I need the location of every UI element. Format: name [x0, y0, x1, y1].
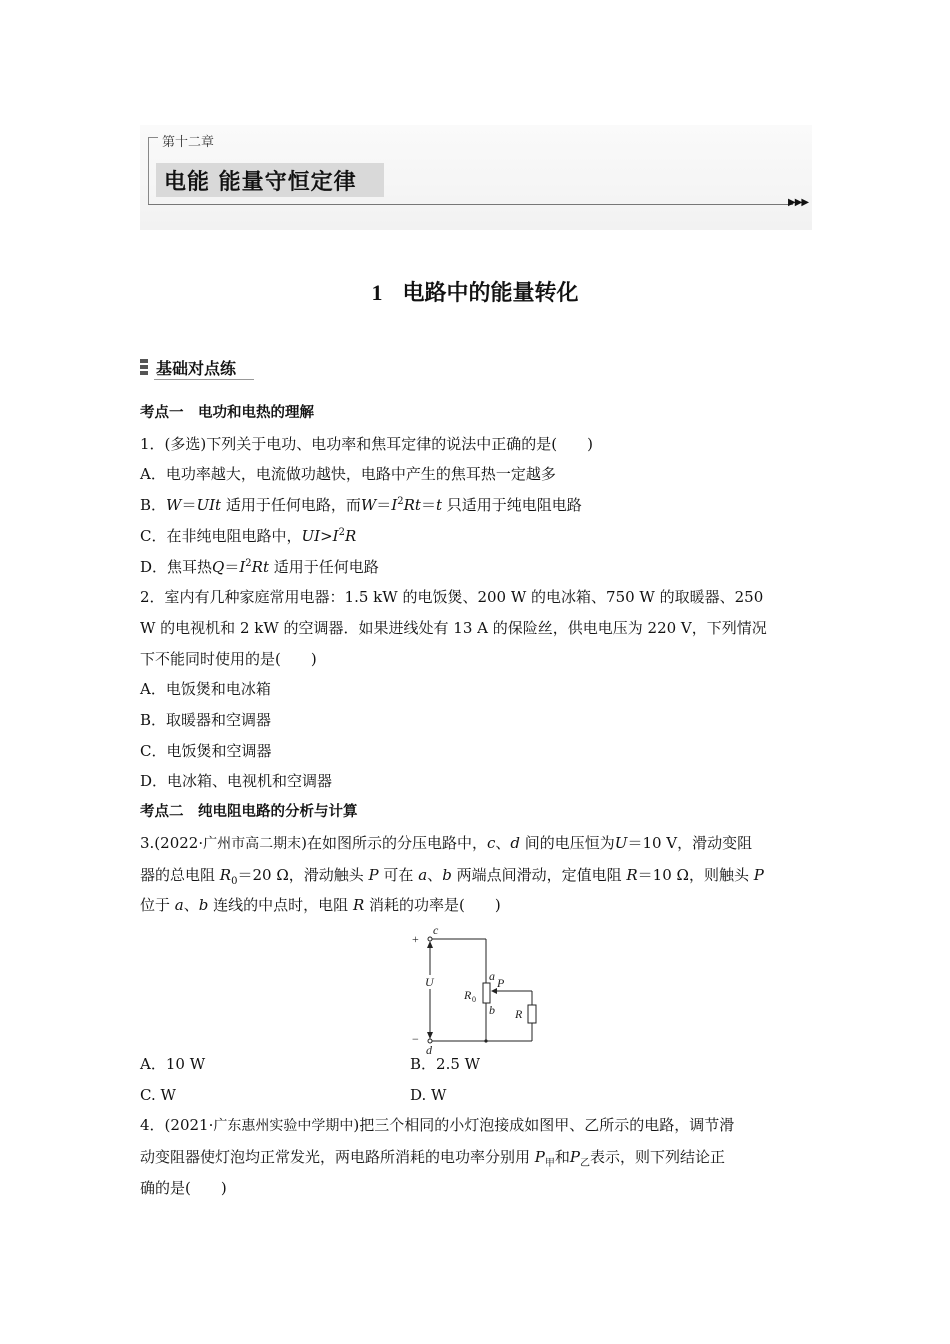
- q1-option-c: C．在非纯电阻电路中，$UI>I^2R$: [140, 526, 357, 545]
- q3-options-row-2: [140, 1080, 812, 1111]
- q1-d-label: D．焦耳热: [140, 557, 213, 576]
- q1-b-mid: 适用于任何电路，而: [225, 496, 361, 515]
- q3-line-1: 3.(2022·广州市高二期末)在如图所示的分压电路中，c、d 间的电压恒为U＝10 V，滑动变阻: [140, 833, 753, 852]
- minus-sign: −: [412, 1031, 419, 1046]
- q3-l2f: ＝10 Ω，则触头: [637, 865, 749, 884]
- q2-option-a: A．电饭煲和电冰箱: [140, 680, 271, 699]
- circuit-diagram: [408, 921, 558, 1057]
- q3-option-b: B．2.5 W: [410, 1054, 481, 1073]
- q1-option-b: B．W＝UIt 适用于任何电路，而$W=I^2Rt=t$ 只适用于纯电阻电路: [140, 496, 582, 515]
- content: [140, 398, 812, 1203]
- kaodian-1: 考点一 电功和电热的理解: [140, 405, 314, 421]
- header-vertical-line: [148, 137, 149, 205]
- q2-option-c: C．电饭煲和空调器: [140, 741, 272, 760]
- chapter-label: 第十二章: [162, 135, 215, 150]
- q4-sub-yi: 乙: [580, 1158, 590, 1170]
- q3-l3b: 、: [183, 896, 199, 915]
- header-bottom-line: [148, 204, 793, 205]
- q2-line-2: W 的电视机和 2 kW 的空调器．如果进线处有 13 A 的保险丝，供电电压为 220 V，下列情况: [140, 618, 767, 637]
- label-r: R: [515, 1006, 523, 1021]
- q3-option-a: A．10 W: [140, 1054, 206, 1073]
- q3-p1: 3.(2022·: [140, 833, 204, 852]
- q4-line-3: 确的是( ): [140, 1178, 227, 1197]
- q4-line2a: 动变阻器使灯泡均正常发光，两电路所消耗的电功率分别用: [140, 1148, 531, 1167]
- section-number: 1: [371, 280, 383, 305]
- header-top-tick: [148, 137, 158, 138]
- rheostat-r0: [483, 983, 490, 1003]
- q3-line-3: 位于 a、b 连线的中点时，电阻 R 消耗的功率是( ): [140, 896, 501, 915]
- label-p: P: [497, 975, 505, 990]
- q4-sub-jia: 甲: [544, 1158, 555, 1170]
- section-title-text: 电路中的能量转化: [402, 281, 579, 306]
- chapter-title: 电能 能量守恒定律: [164, 170, 357, 195]
- label-b: b: [489, 1002, 495, 1017]
- q2-line-1: 2．室内有几种家庭常用电器：1.5 kW 的电饭煲、200 W 的电冰箱、750 W 的取暖器、250: [140, 588, 764, 607]
- q1-option-a: A．电功率越大，电流做功越快，电路中产生的焦耳热一定越多: [140, 465, 556, 484]
- label-r0: R: [464, 987, 472, 1002]
- down-arrow-icon: [427, 1032, 433, 1039]
- q1-stem: 1．(多选)下列关于电功、电功率和焦耳定律的说法中正确的是( ): [140, 434, 593, 453]
- terminal-c: [428, 937, 432, 941]
- plus-sign: +: [412, 931, 419, 946]
- q3-l2c: 可在: [383, 865, 414, 884]
- q2-option-b: B．取暖器和空调器: [140, 711, 272, 730]
- q3-p3: 、: [495, 833, 511, 852]
- q3-p2: )在如图所示的分压电路中，: [301, 833, 487, 852]
- circuit-figure: [140, 921, 812, 1057]
- q1-b-end: 只适用于纯电阻电路: [446, 496, 582, 515]
- label-d: d: [426, 1042, 432, 1057]
- q1-option-d: D．焦耳热$Q=I^2Rt$ 适用于任何电路: [140, 557, 379, 576]
- bar-icon: [140, 359, 148, 377]
- q3-l2a: 器的总电阻: [140, 865, 216, 884]
- section-title: [0, 276, 950, 307]
- kaodian-2: 考点二 纯电阻电路的分析与计算: [140, 804, 358, 821]
- label-u: U: [425, 974, 434, 989]
- q3-p4: 间的电压恒为: [524, 833, 615, 852]
- practice-underline: [154, 379, 254, 380]
- resistor-r: [528, 1005, 536, 1023]
- q3-line-2: 器的总电阻 $R_0=20$ Ω，滑动触头 P 可在 a、b 两端点间滑动，定值电阻 R＝10 Ω，则触头 P: [140, 865, 764, 887]
- q3-l3a: 位于: [140, 896, 171, 915]
- q3-l2d: 、: [427, 865, 443, 884]
- q2-line-3: 下不能同时使用的是( ): [140, 649, 317, 668]
- label-a: a: [489, 968, 495, 983]
- q1-c-label: C．在非纯电阻电路中，: [140, 526, 302, 545]
- q2-option-d: D．电冰箱、电视机和空调器: [140, 772, 333, 791]
- q3-options-row-1: [140, 1049, 812, 1080]
- label-r0-sub: 0: [472, 994, 476, 1004]
- label-c: c: [433, 922, 439, 937]
- q1-d-end: 适用于任何电路: [273, 557, 379, 576]
- up-arrow-icon: [427, 941, 433, 948]
- q4-line2b: 表示，则下列结论正: [590, 1148, 726, 1167]
- arrows-icon: ▶▶▶: [788, 197, 809, 208]
- junction-dot: [484, 1039, 487, 1042]
- practice-title: 基础对点练: [156, 359, 237, 378]
- q4-source: 广东惠州实验中学期中: [213, 1118, 354, 1135]
- q3-l3c: 连线的中点时，电阻: [213, 896, 349, 915]
- chapter-header: [140, 125, 812, 230]
- q3-l3d: 消耗的功率是( ): [369, 896, 501, 915]
- q4-line-2: 动变阻器使灯泡均正常发光，两电路所消耗的电功率分别用 $P_甲$和$P_乙$表示，则下列结论正: [140, 1148, 726, 1170]
- q3-l2b: ＝20 Ω，滑动触头: [237, 865, 364, 884]
- q3-option-c: C. W: [140, 1085, 176, 1104]
- q3-source: 广州市高二期末: [203, 835, 302, 852]
- q3-p5: ＝10 V，滑动变阻: [627, 833, 753, 852]
- q4-p2: )把三个相同的小灯泡接成如图甲、乙所示的电路，调节滑: [353, 1116, 735, 1135]
- q4-line-1: [140, 1110, 812, 1142]
- q4-p1: 4．(2021·: [140, 1116, 214, 1135]
- q3-option-d: D. W: [410, 1085, 447, 1104]
- q3-l2e: 两端点间滑动，定值电阻: [456, 865, 622, 884]
- q1-b-label: B．: [140, 496, 167, 515]
- q4-he: 和: [554, 1148, 570, 1167]
